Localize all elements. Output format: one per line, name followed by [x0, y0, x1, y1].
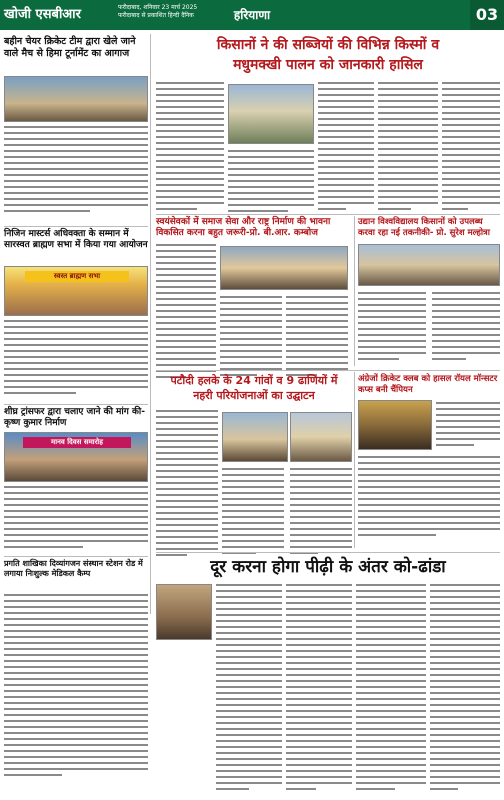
- story-9-body-col-3: [356, 584, 426, 794]
- dateline-sub: फरीदाबाद से प्रकाशित हिन्दी दैनिक: [118, 12, 194, 19]
- dateline-date: फरीदाबाद, शनिवार 23 मार्च 2025: [118, 4, 198, 11]
- story-8-body-col-2: [358, 456, 500, 540]
- column-rule: [354, 216, 355, 366]
- main-story-body-col-5: [442, 82, 500, 214]
- divider: [156, 214, 500, 215]
- story-5-body-col-1: [156, 244, 216, 382]
- divider: [4, 556, 148, 557]
- story-1-photo: [4, 76, 148, 122]
- story-7-photo-2: [290, 412, 352, 462]
- story-2-photo: [4, 266, 148, 316]
- story-4-body: [4, 594, 148, 780]
- column-rule: [354, 372, 355, 548]
- main-story-body-col-3: [318, 82, 374, 214]
- story-5-body-col-2: [220, 296, 282, 380]
- newspaper-logo: खोजी एसबीआर: [4, 7, 81, 22]
- main-story-body-col-4: [378, 82, 438, 214]
- story-7-body-col-2: [222, 468, 284, 558]
- story-5-headline: स्वयंसेवकों में समाज सेवा और राष्ट्र निर्माण की भावना विकसित करना बहुत जरूरी-प्रो. बी.आर. कम्बोज: [156, 217, 331, 238]
- story-8-body-col-1: [436, 402, 500, 450]
- divider: [156, 370, 500, 371]
- main-story-body-col-1: [156, 82, 224, 214]
- story-7-body-col-1: [156, 410, 218, 560]
- story-9-body-col-2: [286, 584, 352, 794]
- section-title: हरियाणा: [233, 8, 271, 22]
- column-rule: [150, 34, 151, 614]
- main-headline-line-1: किसानों ने की सब्जियों की विभिन्न किस्मों व: [216, 37, 440, 53]
- story-8-headline: अंग्रेजों क्रिकेट क्लब को हासल रॉयल मॉन्सटर कप्स बनी चैंपियन: [358, 374, 498, 395]
- page-number: 03: [470, 0, 504, 30]
- story-6-body-col-2: [432, 292, 500, 364]
- story-5-photo: [220, 246, 348, 290]
- divider: [4, 404, 148, 405]
- banner-ribbon-1: स्वस्त ब्राह्मण सभा: [25, 271, 129, 282]
- story-6-body-col-1: [358, 292, 426, 364]
- story-1-body: [4, 126, 148, 216]
- story-4-headline: प्रगति शाखिका दिव्यांगजन संस्थान स्टेशन रोड में लगाया निःशुल्क मेडिकल कैम्प: [4, 559, 143, 578]
- main-headline-line-2: मधुमक्खी पालन को जानकारी हासिल: [233, 57, 423, 73]
- story-7-headline-line-2: नहरी परियोजनाओं का उद्घाटन: [193, 389, 315, 402]
- story-2-body: [4, 320, 148, 398]
- story-1-headline: बहीन चेयर क्रिकेट टीम द्वारा खेले जाने वाले मैच से हिमा टूर्नामेंट का आगाज: [4, 36, 136, 59]
- story-6-headline: उद्यान विश्वविद्यालय किसानों को उपलब्ध करवा रहा नई तकनीकी- प्रो. सुरेश मल्होत्रा: [358, 217, 490, 238]
- story-3-photo: [4, 432, 148, 482]
- story-2-headline: निजिन मास्टर्स अधिवक्ता के सम्मान में सारस्वत ब्राह्मण सभा में किया गया आयोजन: [4, 229, 148, 250]
- story-6-photo: [358, 244, 500, 286]
- story-9-headline: दूर करना होगा पीढ़ी के अंतर को-ढांडा: [210, 557, 446, 577]
- story-7-headline-line-1: पटौदी हलके के 24 गांवों व 9 ढाणियों में: [170, 374, 338, 387]
- story-7-photo-1: [222, 412, 288, 462]
- story-8-photo: [358, 400, 432, 450]
- main-story-photo: [228, 84, 314, 144]
- main-story-body-col-2: [228, 150, 314, 216]
- divider: [4, 226, 148, 227]
- masthead: [0, 0, 504, 30]
- story-9-photo: [156, 584, 212, 640]
- story-9-body-col-4: [430, 584, 500, 794]
- story-9-body-col-1: [216, 584, 282, 794]
- story-7-body-col-3: [290, 468, 352, 558]
- divider: [156, 552, 500, 553]
- banner-ribbon-2: मानव दिवस समारोह: [23, 437, 131, 448]
- story-5-body-col-3: [286, 296, 348, 380]
- story-3-body: [4, 486, 148, 552]
- story-3-headline: शीघ्र ट्रांसफर द्वारा चलाए जाने की मांग की-कृष्ण कुमार निर्माण: [4, 407, 145, 428]
